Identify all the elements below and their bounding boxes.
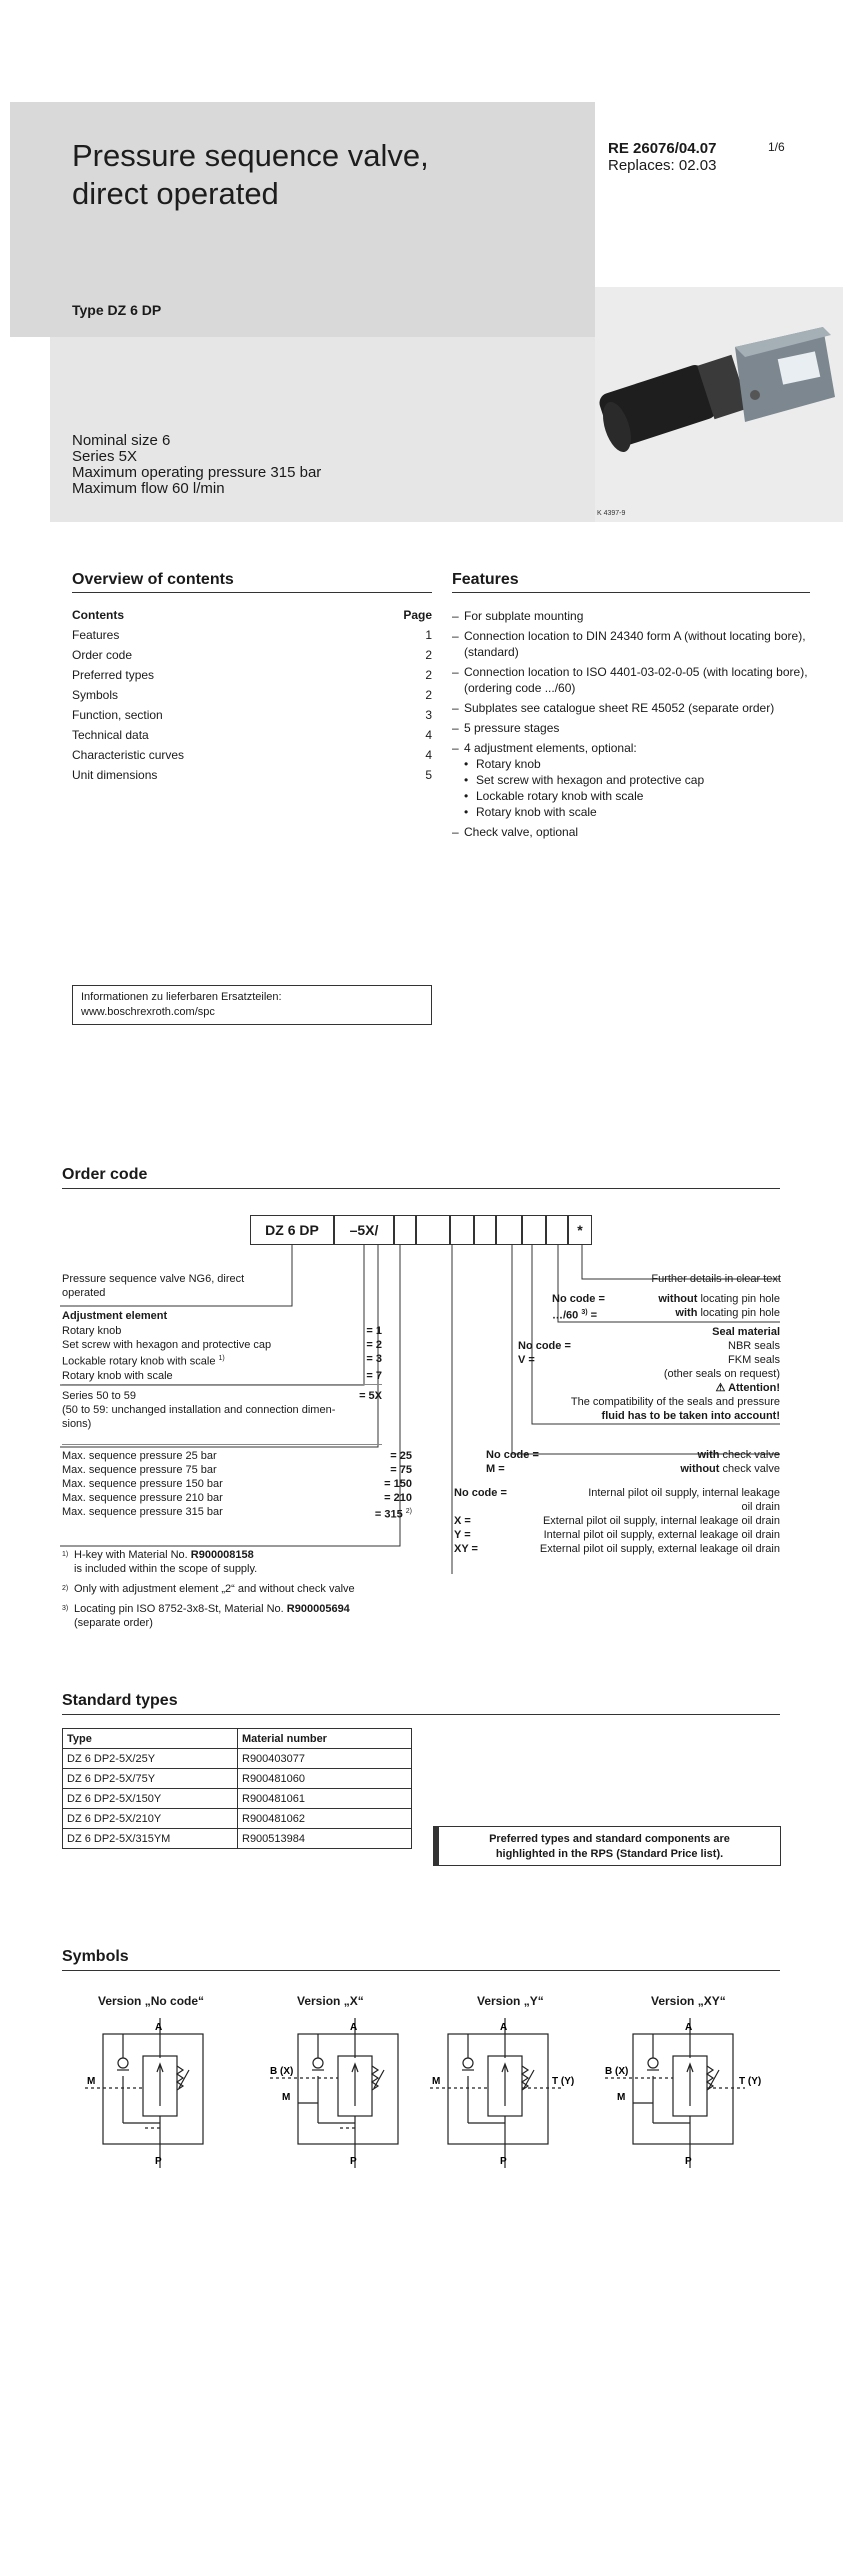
port-bx-label: B (X) bbox=[605, 2066, 629, 2077]
port-p-label: P bbox=[685, 2156, 692, 2167]
overview-heading: Overview of contents bbox=[72, 571, 234, 588]
toc-row[interactable]: Preferred types 2 bbox=[72, 668, 432, 682]
page-title: Pressure sequence valve, direct operated bbox=[72, 138, 429, 211]
adjustment-list bbox=[62, 1324, 382, 1383]
standard-types-heading: Standard types bbox=[62, 1692, 178, 1709]
footnote: 2) Only with adjustment element „2“ and without check valve bbox=[62, 1583, 355, 1595]
code-box bbox=[394, 1215, 416, 1245]
pressure-option: Max. sequence pressure 25 bar = 25 bbox=[62, 1450, 412, 1462]
divider bbox=[62, 1384, 382, 1385]
port-a-label: A bbox=[685, 2022, 693, 2033]
symbol-xy bbox=[605, 2018, 775, 2168]
order-desc: Pressure sequence valve NG6, direct operated bbox=[62, 1273, 245, 1299]
port-p-label: P bbox=[350, 2156, 357, 2167]
symbols-heading: Symbols bbox=[62, 1948, 129, 1965]
document-number: RE 26076/04.07 Replaces: 02.03 bbox=[608, 140, 717, 174]
code-box bbox=[450, 1215, 474, 1245]
toc-row[interactable]: Features 1 bbox=[72, 628, 432, 642]
port-a-label: A bbox=[350, 2022, 358, 2033]
standard-types-rule bbox=[62, 1714, 780, 1715]
attention-note: ⚠ Attention! bbox=[715, 1382, 780, 1394]
code-box-series: –5X/ bbox=[334, 1215, 394, 1245]
code-box-main: DZ 6 DP bbox=[250, 1215, 334, 1245]
adjustment-option: Set screw with hexagon and protective cap = 2 bbox=[62, 1339, 382, 1351]
table-row[interactable]: DZ 6 DP2-5X/315YM R900513984 bbox=[63, 1829, 412, 1849]
table-row[interactable]: DZ 6 DP2-5X/75Y R900481060 bbox=[63, 1769, 412, 1789]
symbol-y bbox=[430, 2018, 590, 2168]
port-m-label: M bbox=[617, 2092, 626, 2103]
standard-types-table bbox=[62, 1728, 412, 1849]
locating-pin-options: No code = without locating pin hole …/60 $^{3)}$ = with locating pin hole bbox=[552, 1293, 780, 1322]
check-valve-options: No code = with check valve M = without check valve bbox=[486, 1449, 780, 1475]
toc-row[interactable]: Order code 2 bbox=[72, 648, 432, 662]
port-m-label: M bbox=[87, 2076, 96, 2087]
overview-rule bbox=[72, 592, 432, 593]
symbol-title: Version „No code“ bbox=[98, 1994, 205, 2008]
spare-parts-box: Informationen zu lieferbaren Ersatzteilen: www.boschrexroth.com/spc bbox=[72, 985, 432, 1025]
toc-row[interactable]: Technical data 4 bbox=[72, 728, 432, 742]
port-p-label: P bbox=[500, 2156, 507, 2167]
symbol-title: Version „Y“ bbox=[477, 1994, 544, 2008]
pressure-list bbox=[62, 1449, 412, 1522]
features-heading: Features bbox=[452, 571, 519, 588]
toc-row[interactable]: Symbols 2 bbox=[72, 688, 432, 702]
toc-row[interactable]: Function, section 3 bbox=[72, 708, 432, 722]
footnote: 3) Locating pin ISO 8752-3x8-St, Material No. R900005694 (separate order) bbox=[62, 1603, 350, 1629]
port-a-label: A bbox=[155, 2022, 163, 2033]
warning-icon: ⚠ bbox=[715, 1382, 726, 1394]
symbol-title: Version „X“ bbox=[297, 1994, 364, 2008]
adjustment-option: Lockable rotary knob with scale $^{1)}$ = 3 bbox=[62, 1353, 382, 1368]
port-bx-label: B (X) bbox=[270, 2066, 294, 2077]
toc bbox=[72, 605, 432, 785]
features-list: – For subplate mounting – Connection location to DIN 24340 form A (without locating bore), (standard) – Connection location to ISO 4401-03-02-0-05 (with locating bore), (ordering code .../60) – Subplates see catalogue sheet RE 45052 (separate order) – 5 pressure stages – 4 adjustment elements, optional: • Rotary knob • Set screw with hexagon and protective cap • Lockable rotary knob with scale • Rotary knob with scale – Check valve, optional bbox=[452, 609, 808, 839]
symbol-title: Version „XY“ bbox=[651, 1994, 726, 2008]
code-box-star: * bbox=[568, 1215, 592, 1245]
toc-row[interactable]: Characteristic curves 4 bbox=[72, 748, 432, 762]
spare-parts-link[interactable]: www.boschrexroth.com/spc bbox=[81, 1006, 215, 1018]
page-number: 1/6 bbox=[768, 140, 785, 154]
port-m-label: M bbox=[282, 2092, 291, 2103]
code-box bbox=[474, 1215, 496, 1245]
product-photo bbox=[595, 287, 843, 522]
pressure-option: Max. sequence pressure 75 bar = 75 bbox=[62, 1464, 412, 1476]
code-box bbox=[416, 1215, 450, 1245]
toc-header: Contents Page bbox=[72, 608, 432, 622]
symbols-rule bbox=[62, 1970, 780, 1971]
table-row[interactable]: DZ 6 DP2-5X/210Y R900481062 bbox=[63, 1809, 412, 1829]
toc-row[interactable]: Unit dimensions 5 bbox=[72, 768, 432, 782]
adjustment-option: Rotary knob = 1 bbox=[62, 1325, 382, 1337]
code-box bbox=[522, 1215, 546, 1245]
table-header-row: Type Material number bbox=[63, 1729, 412, 1749]
footnote: 1) H-key with Material No. R900008158 is included within the scope of supply. bbox=[62, 1549, 258, 1575]
photo-code: K 4397-9 bbox=[597, 510, 626, 517]
series-block: Series 50 to 59 = 5X (50 to 59: unchanged installation and connection dimen- sions) bbox=[62, 1390, 382, 1430]
port-m-label: M bbox=[432, 2076, 441, 2087]
table-row[interactable]: DZ 6 DP2-5X/150Y R900481061 bbox=[63, 1789, 412, 1809]
symbol-x bbox=[270, 2018, 410, 2168]
adjustment-heading: Adjustment element bbox=[62, 1310, 168, 1322]
pressure-option: Max. sequence pressure 315 bar = 315 $^{2)}$ bbox=[62, 1506, 412, 1521]
further-details: Further details in clear text bbox=[651, 1273, 781, 1285]
divider bbox=[62, 1444, 382, 1445]
port-ty-label: T (Y) bbox=[739, 2076, 762, 2087]
rps-note: Preferred types and standard components are highlighted in the RPS (Standard Price list). bbox=[433, 1826, 781, 1866]
adjustment-option: Rotary knob with scale = 7 bbox=[62, 1369, 382, 1382]
oil-supply-options: No code = Internal pilot oil supply, internal leakage oil drain X = External pilot oil supply, internal leakage oil drain Y = Internal pilot oil supply, external leakage oil drain XY = External pilot oil supply, external leakage oil drain bbox=[454, 1487, 780, 1555]
seal-material: Seal material No code = NBR seals V = FKM seals (other seals on request) ⚠ Attention! The compatibility of the seals and pressure fluid has to be taken into account! bbox=[518, 1326, 780, 1422]
port-a-label: A bbox=[500, 2022, 508, 2033]
order-code-heading: Order code bbox=[62, 1166, 148, 1183]
code-box bbox=[496, 1215, 522, 1245]
symbol-no-code bbox=[85, 2018, 225, 2168]
pressure-option: Max. sequence pressure 150 bar = 150 bbox=[62, 1478, 412, 1490]
code-box bbox=[546, 1215, 568, 1245]
port-ty-label: T (Y) bbox=[552, 2076, 575, 2087]
type-label: Type DZ 6 DP bbox=[72, 302, 162, 318]
features-rule bbox=[452, 592, 810, 593]
port-p-label: P bbox=[155, 2156, 162, 2167]
order-code-rule bbox=[62, 1188, 780, 1189]
key-specs: Nominal size 6 Series 5X Maximum operating pressure 315 bar Maximum flow 60 l/min bbox=[72, 432, 322, 497]
pressure-option: Max. sequence pressure 210 bar = 210 bbox=[62, 1492, 412, 1504]
table-row[interactable]: DZ 6 DP2-5X/25Y R900403077 bbox=[63, 1749, 412, 1769]
order-footnotes bbox=[62, 1548, 422, 1630]
